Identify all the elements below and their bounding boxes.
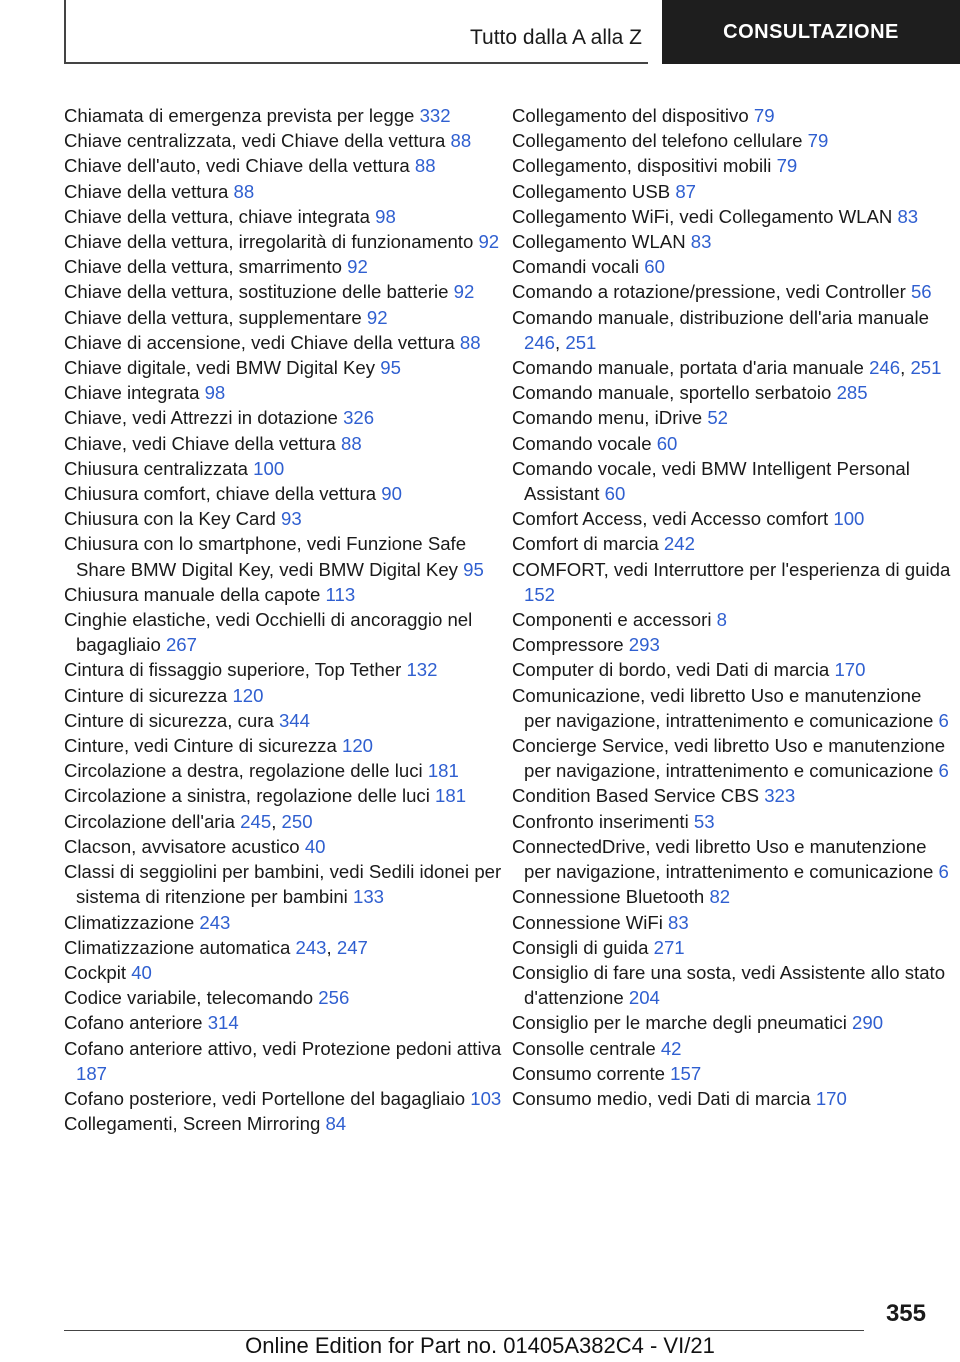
page-link[interactable]: 267 [165,634,197,656]
page-link[interactable]: 87 [675,180,696,202]
page-link[interactable]: 293 [628,634,660,656]
index-entry-text: Chiusura con lo smartphone, vedi Funzione Safe Share BMW Digital Key, vedi BMW Digital Key [64,533,467,580]
page-link[interactable]: 92 [478,231,500,253]
index-entry-text: Chiave della vettura [64,180,229,202]
index-entry [64,910,504,935]
index-entry-text: Clacson, avvisatore acustico [64,835,300,857]
index-entry [512,531,952,556]
index-entry [64,708,504,733]
page-link[interactable]: 132 [406,659,438,681]
index-entry-text: Comunicazione, vedi libretto Uso e manutenzione per navigazione, intrattenimento e comunicazione [512,684,934,731]
index-entry-text: Collegamento, dispositivi mobili [512,155,772,177]
page-link[interactable]: 79 [807,130,829,152]
index-entry [512,960,952,1010]
page-link[interactable]: 251 [910,357,942,379]
index-entry-text: Circolazione a sinistra, regolazione delle luci [64,785,430,807]
index-entry-text: Comando manuale, portata d'aria manuale [512,357,864,379]
page-link[interactable]: 152 [524,583,556,605]
page-link[interactable]: 247 [336,936,368,958]
page-link[interactable]: 271 [653,936,685,958]
page-link[interactable]: 285 [836,382,868,404]
index-entry [64,254,504,279]
index-entry-text: Codice variabile, telecomando [64,987,314,1009]
index-entry-text: Consigli di guida [512,936,649,958]
index-entry [64,582,504,607]
page-link[interactable]: 92 [366,306,388,328]
index-entry [512,1036,952,1061]
index-entry [64,380,504,405]
index-entry-text: Cofano anteriore attivo, vedi Protezione pedoni attiva [64,1037,502,1059]
page-link[interactable]: 84 [325,1113,347,1135]
page-link[interactable]: 88 [414,155,436,177]
page-link[interactable]: 133 [352,886,385,908]
page-separator: , [900,357,911,379]
page-link[interactable]: 6 [938,760,949,782]
page-link[interactable]: 170 [834,659,866,681]
page-link[interactable]: 120 [342,735,374,757]
index-entry-text: Compressore [512,634,624,656]
index-entry-text: Componenti e accessori [512,609,712,631]
index-entry [512,431,952,456]
page-link[interactable]: 88 [459,331,481,353]
index-entry-text: Chiave della vettura, sostituzione delle batterie [64,281,449,303]
index-entry-text: Consiglio di fare una sosta, vedi Assistente allo stato d'attenzione [512,961,946,1009]
index-entry-text: Collegamento WiFi, vedi Collegamento WLAN [512,205,893,227]
page-link[interactable]: 314 [207,1012,239,1034]
index-entry-text: Cofano anteriore [64,1012,203,1034]
page-link[interactable]: 95 [380,357,401,379]
page-link[interactable]: 243 [295,936,327,958]
index-entry [64,607,504,657]
index-entry [512,632,952,657]
index-entry-text: Chiave digitale, vedi BMW Digital Key [64,357,376,379]
index-entry-text: Chiave della vettura, irregolarità di funzionamento [64,231,474,253]
index-entry-text: Collegamento del telefono cellulare [512,130,803,152]
index-entry [512,935,952,960]
page-link[interactable]: 242 [663,533,695,555]
page-link[interactable]: 187 [76,1062,108,1084]
index-entry [512,153,952,178]
page-link[interactable]: 100 [253,457,285,479]
index-entry-text: Collegamento USB [512,180,671,202]
index-entry-text: Cinture di sicurezza [64,684,228,706]
page-link[interactable]: 83 [668,911,689,933]
index-entry [512,1086,952,1111]
chapter-tab: CONSULTAZIONE [662,0,960,64]
index-entry-text: Chiave di accensione, vedi Chiave della vettura [64,331,455,353]
page-link[interactable]: 344 [278,709,310,731]
index-entry-text: Circolazione a destra, regolazione delle luci [64,760,423,782]
index-entry [512,355,952,380]
index-entry-text: ConnectedDrive, vedi libretto Uso e manutenzione per navigazione, intrattenimento e comunicazione [512,835,934,883]
page-link[interactable]: 83 [690,231,712,253]
index-entry [64,683,504,708]
index-entry-text: Condition Based Service CBS [512,785,760,807]
page-link[interactable]: 326 [343,407,375,429]
index-entry [64,1010,504,1035]
index-entry-text: Climatizzazione automatica [64,936,291,958]
index-entry-text: Chiave, vedi Attrezzi in dotazione [64,407,338,429]
page-link[interactable]: 290 [852,1012,884,1034]
index-entry [512,809,952,834]
index-entry [64,531,504,581]
index-entry [64,733,504,758]
page-link[interactable]: 88 [341,432,362,454]
index-entry [512,910,952,935]
index-entry [64,128,504,153]
index-entry [64,405,504,430]
index-entry [64,1111,504,1136]
index-entry [512,783,952,808]
page-separator: , [326,936,337,958]
index-entry [512,279,952,304]
page-link[interactable]: 246 [869,357,901,379]
index-column-left [64,103,504,1136]
index-entry [64,657,504,682]
page-link[interactable]: 60 [656,432,678,454]
index-entry [512,733,952,783]
page-link[interactable]: 40 [304,835,326,857]
index-entry-text: Classi di seggiolini per bambini, vedi Sedili idonei per sistema di ritenzione per bambini [64,861,502,908]
index-column-right [512,103,952,1111]
page-link[interactable]: 332 [419,105,451,126]
page-link[interactable]: 323 [764,785,796,807]
page-link[interactable]: 92 [347,256,368,278]
index-entry-text: Climatizzazione [64,911,195,933]
page-link[interactable]: 120 [232,684,264,706]
page-link[interactable]: 250 [281,810,313,832]
index-entry-text: Consiglio per le marche degli pneumatici [512,1012,847,1034]
index-entry-text: COMFORT, vedi Interruttore per l'esperienza di guida [512,558,951,580]
page-separator: , [271,810,282,832]
index-entry [512,456,952,506]
page-number: 355 [885,1300,926,1327]
index-entry [64,103,504,128]
page-link[interactable]: 82 [709,886,731,908]
page-link[interactable]: 246 [524,331,556,353]
page-separator: , [555,331,566,353]
index-entry-text: Cockpit [64,961,127,983]
index-entry [64,330,504,355]
index-entry-text: Circolazione dell'aria [64,810,235,832]
index-entry-text: Chiusura con la Key Card [64,508,276,530]
index-entry [64,809,504,834]
page-link[interactable]: 52 [707,407,729,429]
page-link[interactable]: 79 [753,105,775,126]
page-link[interactable]: 83 [897,205,919,227]
index-entry-text: Chiave centralizzata, vedi Chiave della vettura [64,130,446,152]
index-entry [512,254,952,279]
index-entry-text: Comfort Access, vedi Accesso comfort [512,508,829,530]
index-entry [512,607,952,632]
page-link[interactable]: 181 [427,760,459,782]
index-entry-text: Cinture, vedi Cinture di sicurezza [64,735,337,757]
page-link[interactable]: 92 [453,281,475,303]
index-entry-text: Comando vocale, vedi BMW Intelligent Personal Assistant [512,457,910,505]
index-entry [64,935,504,960]
index-entry [64,279,504,304]
page-link[interactable]: 90 [381,483,402,505]
index-entry [64,985,504,1010]
index-entry [64,179,504,204]
page-link[interactable]: 88 [450,130,472,152]
index-entry-text: Collegamenti, Screen Mirroring [64,1113,321,1135]
footer-edition: Online Edition for Part no. 01405A382C4 - VI/21 [245,1333,715,1358]
page-link[interactable]: 100 [833,508,865,530]
page-link[interactable]: 98 [204,382,226,404]
index-entry [64,481,504,506]
index-entry-text: Computer di bordo, vedi Dati di marcia [512,659,830,681]
index-entry-text: Comando vocale [512,432,652,454]
index-entry [64,456,504,481]
index-entry-text: Chiave della vettura, supplementare [64,306,362,328]
index-entry [64,1086,504,1111]
index-entry-text: Chiamata di emergenza prevista per legge [64,105,415,126]
index-entry-text: Consumo corrente [512,1062,665,1084]
page-link[interactable]: 93 [281,508,302,530]
index-entry-text: Comando manuale, sportello serbatoio [512,382,832,404]
index-entry-text: Comfort di marcia [512,533,659,555]
page-link[interactable]: 245 [240,810,272,832]
index-entry [512,229,952,254]
index-entry [512,103,952,128]
index-entry [512,1010,952,1035]
page-link[interactable]: 157 [670,1062,702,1084]
page-link[interactable]: 8 [716,609,727,631]
index-entry-text: Comandi vocali [512,256,640,278]
index-entry [512,506,952,531]
page-link[interactable]: 98 [375,205,396,227]
page-link[interactable]: 113 [325,583,356,605]
section-title: Tutto dalla A alla Z [470,26,642,49]
page-link[interactable]: 170 [815,1087,847,1109]
index-entry [512,834,952,884]
index-entry [512,128,952,153]
index-entry [512,683,952,733]
index-entry-text: Collegamento del dispositivo [512,105,749,126]
index-entry [64,204,504,229]
page-link[interactable]: 40 [131,961,152,983]
index-entry-text: Chiave della vettura, smarrimento [64,256,342,278]
index-entry [512,657,952,682]
index-entry [64,355,504,380]
index-entry-text: Chiave, vedi Chiave della vettura [64,432,336,454]
page-link[interactable]: 88 [233,180,255,202]
index-entry-text: Chiusura centralizzata [64,457,248,479]
page-link[interactable]: 256 [318,987,350,1009]
index-entry-text: Connessione WiFi [512,911,663,933]
index-entry-text: Confronto inserimenti [512,810,689,832]
index-entry [64,960,504,985]
index-entry-text: Chiusura manuale della capote [64,583,321,605]
index-entry-text: Consumo medio, vedi Dati di marcia [512,1087,811,1109]
page-link[interactable]: 60 [644,256,665,278]
page-link[interactable]: 42 [660,1037,682,1059]
index-entry [512,884,952,909]
page-link[interactable]: 204 [628,987,660,1009]
index-entry [512,405,952,430]
index-entry-text: Connessione Bluetooth [512,886,705,908]
index-entry-text: Comando menu, iDrive [512,407,703,429]
index-entry [64,834,504,859]
index-entry-text: Concierge Service, vedi libretto Uso e manutenzione per navigazione, intrattenimento e comunicazione [512,735,946,782]
index-entry-text: Consolle centrale [512,1037,656,1059]
index-entry [512,179,952,204]
index-entry-text: Cintura di fissaggio superiore, Top Tether [64,659,402,681]
index-entry [64,153,504,178]
index-entry [512,305,952,355]
index-entry [64,758,504,783]
index-entry [512,557,952,607]
index-entry-text: Collegamento WLAN [512,231,686,253]
index-entry [512,1061,952,1086]
index-entry [64,1036,504,1086]
page-link[interactable]: 79 [776,155,798,177]
index-entry [64,859,504,909]
index-entry [512,380,952,405]
index-entry-text: Comando manuale, distribuzione dell'aria manuale [512,306,929,328]
footer-divider [64,1330,864,1331]
index-entry-text: Chiave integrata [64,382,200,404]
index-entry [64,783,504,808]
index-entry [64,305,504,330]
index-entry [64,506,504,531]
index-entry-text: Chiave della vettura, chiave integrata [64,205,370,227]
index-entry [512,204,952,229]
page-link[interactable]: 6 [938,709,949,731]
index-entry-text: Chiave dell'auto, vedi Chiave della vettura [64,155,410,177]
page-link[interactable]: 95 [463,558,484,580]
index-entry [64,229,504,254]
page-link[interactable]: 6 [938,861,949,883]
index-entry-text: Chiusura comfort, chiave della vettura [64,483,377,505]
page-link[interactable]: 60 [604,483,626,505]
page-link[interactable]: 251 [565,331,597,353]
index-entry-text: Cofano posteriore, vedi Portellone del bagagliaio [64,1087,466,1109]
page-link[interactable]: 103 [470,1087,502,1109]
index-entry-text: Cinture di sicurezza, cura [64,709,274,731]
index-entry-text: Comando a rotazione/pressione, vedi Controller [512,281,906,303]
page-link[interactable]: 181 [435,785,467,807]
page-link[interactable]: 53 [693,810,715,832]
index-entry-text: Cinghie elastiche, vedi Occhielli di ancoraggio nel bagagliaio [64,609,473,656]
index-entry [64,431,504,456]
page-link[interactable]: 243 [199,911,231,933]
page-link[interactable]: 56 [910,281,932,303]
